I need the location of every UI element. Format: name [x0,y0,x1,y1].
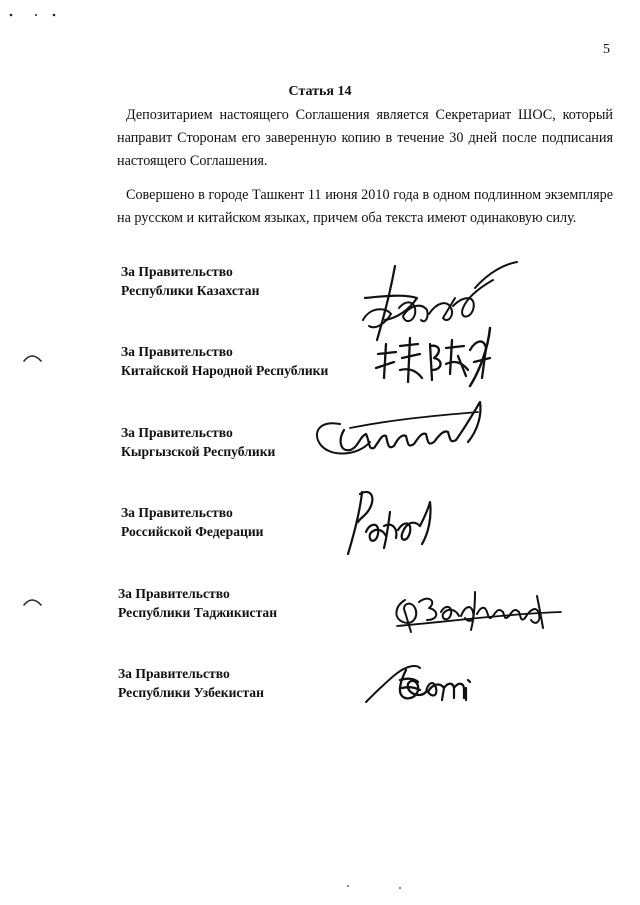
scan-dots-mark [8,12,58,20]
signature-china [372,318,502,390]
signature-tajikistan [385,582,565,642]
signatory-line-2: Республики Таджикистан [118,604,278,620]
signatory-line-2: Российской Федерации [121,523,264,539]
signatory-kazakhstan [121,263,259,300]
scan-speck-mark [345,882,405,892]
signatory-line-1: За Правительство [121,425,233,440]
article-paragraph-depositary: Депозитарием настоящего Соглашения является Секретариат ШОС, который направит Сторонам его заверенную копию в течение 30 дней после подписания настоящего Соглашения. [117,107,613,169]
binder-mark [22,596,44,608]
signatory-uzbekistan [118,665,264,702]
signature-uzbekistan [362,658,482,708]
signatory-line-2: Республики Узбекистан [118,684,264,700]
signatory-line-1: За Правительство [121,344,233,359]
page-number: 5 [603,42,610,57]
signatory-line-1: За Правительство [121,264,233,279]
signatory-tajikistan [118,585,277,622]
signature-russia [340,482,450,562]
signatory-line-2: Кыргызской Республики [121,443,276,459]
signature-kyrgyzstan [310,390,500,470]
signatory-line-1: За Правительство [118,666,230,681]
signatory-china [121,343,328,380]
signatory-kyrgyzstan [121,424,275,461]
article-paragraph-done-at: Совершено в городе Ташкент 11 июня 2010 года в одном подлинном экземпляре на русском и китайском языках, причем оба текста имеют одинаковую силу. [117,187,613,226]
signatory-line-1: За Правительство [121,505,233,520]
binder-mark [22,352,44,364]
signatory-russia [121,504,264,541]
signatory-line-1: За Правительство [118,586,230,601]
signatory-line-2: Республики Казахстан [121,282,260,298]
signatory-line-2: Китайской Народной Республики [121,362,329,378]
article-title: Статья 14 [288,84,352,99]
